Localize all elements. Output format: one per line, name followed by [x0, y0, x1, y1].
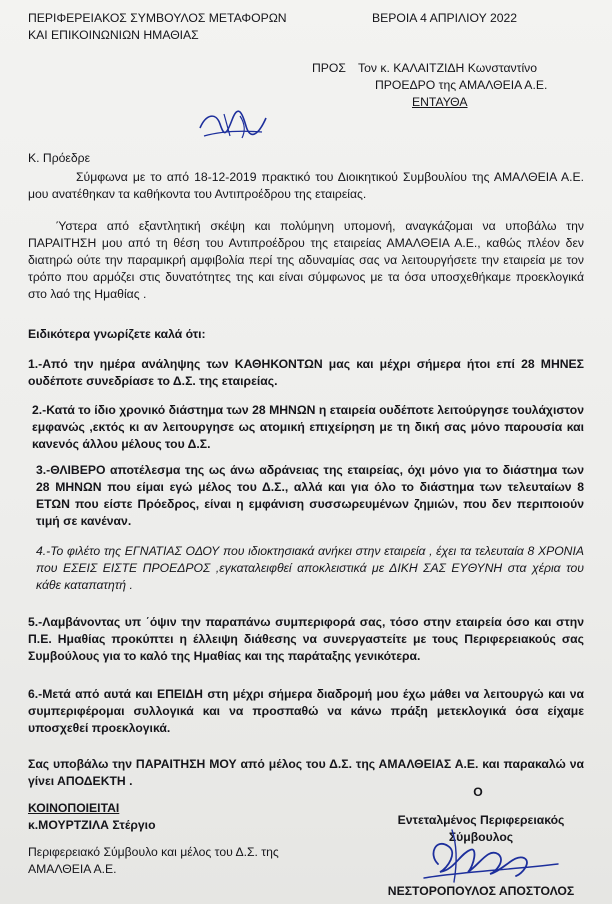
closing-paragraph: Σας υποβάλω την ΠΑΡΑΙΤΗΣΗ ΜΟΥ από μέλος του Δ.Σ. της ΑΜΑΛΘΕΙΑΣ Α.Ε. και παρακαλώ να γίνει ΑΠΟΔΕΚΤΗ .	[28, 757, 584, 788]
signature-role-line2: Σύμβουλος	[448, 830, 514, 844]
place-date: ΒΕΡΟΙΑ 4 ΑΠΡΙΛΙΟΥ 2022	[372, 11, 518, 25]
signatory-name: ΝΕΣΤΟΡΟΠΟΥΛΟΣ ΑΠΟΣΤΟΛΟΣ	[387, 884, 575, 898]
recipient-name: Τον κ. ΚΑΛΑΙΤΖΙΔΗ Κωνσταντίνο	[358, 61, 538, 75]
signature-article: Ο	[473, 785, 483, 799]
sender-org-line1: ΠΕΡΙΦΕΡΕΙΑΚΟΣ ΣΥΜΒΟΥΛΟΣ ΜΕΤΑΦΟΡΩΝ	[28, 11, 287, 25]
point-3: 3.-ΘΛΙΒΕΡΟ αποτέλεσμα της ως άνω αδράνειας της εταιρείας, όχι μόνο για το διάστημα των 28 ΜΗΝΩΝ που είμαι εγώ μέλος του Δ.Σ., αλλά και για όλο το διάστημα των τελευταίων 8 ΕΤΩΝ που είστε Πρόεδρος, είναι η εμφάνιση συσσωρευμένων ζημιών, που δεν περιποιούν τιμή σε κανέναν.	[36, 463, 584, 528]
sender-org-line2: ΚΑΙ ΕΠΙΚΟΙΝΩΝΙΩΝ ΗΜΑΘΙΑΣ	[28, 28, 199, 42]
received-initials-scribble	[196, 106, 272, 146]
resignation-paragraph: Ύστερα από εξαντλητική σκέψη και πολύμηνη υπομονή, αναγκάζομαι να υποβάλω την ΠΑΡΑΙΤΗΣΗ μου από τη θέση του Αντιπροέδρου της εταιρείας ΑΜΑΛΘΕΙΑ Α.Ε., καθώς πλέον δεν διατηρώ ούτε την παραμικρή αμφιβολία περί της αδυναμίας σας να λειτουργήσετε την εταιρεία με τον τρόπο που αρμόζει στις δυνατότητες της και είναι σύμφωνος με τα όσα υποσχεθήκαμε προεκλογικά στο λαό της Ημαθίας .	[28, 219, 584, 301]
salutation: Κ. Πρόεδρε	[28, 151, 90, 165]
cc-role-line1: Περιφερειακό Σύμβουλο και μέλος του Δ.Σ. της	[28, 845, 279, 859]
recipient-title: ΠΡΟΕΔΡΟ της ΑΜΑΛΘΕΙΑ Α.Ε.	[375, 78, 548, 92]
point-2: 2.-Κατά το ίδιο χρονικό διάστημα των 28 ΜΗΝΩΝ η εταιρεία ουδέποτε λειτούργησε τουλάχιστον εμφανώς ,εκτός κι αν λειτουργησε ως ατομική επιχείρηση με τη δική σας μόνο παρουσία και κανενός άλλου μέλους του Δ.Σ.	[32, 403, 584, 451]
recipient-delivery: ΕΝΤΑΥΘΑ	[412, 95, 468, 109]
point-6: 6.-Μετά από αυτά και ΕΠΕΙΔΗ στη μέχρι σήμερα διαδρομή μου έχω μάθει να λειτουργώ και να συμπεριφέρομαι συλλογικά και να προσπαθώ να κάνω πράξη μετεκλογικά όσα είχαμε υποσχεθεί προεκλογικά.	[28, 687, 584, 735]
signature-role-line1: Εντεταλμένος Περιφερειακός	[397, 813, 565, 827]
sender-org	[28, 10, 308, 44]
point-5: 5.-Λαμβάνοντας υπ ΄όψιν την παραπάνω συμπεριφορά σας, τόσο στην εταιρεία όσο και στην Π.Ε. Ημαθίας προκύπτει η έλλειψη διάθεσης να συνεργαστείτε με τους Περιφερειακούς σας Συμβούλους για το καλό της Ημαθίας και της παράταξης γενικότερα.	[28, 615, 584, 663]
recipient-label: ΠΡΟΣ	[312, 61, 346, 75]
point-1: 1.-Από την ημέρα ανάληψης των ΚΑΘΗΚΟΝΤΩΝ μας και μέχρι σήμερα ήτοι επί 28 ΜΗΝΕΣ ουδέποτε συνεδρίασε το Δ.Σ. της εταιρείας.	[28, 357, 584, 388]
lead-in-paragraph: Ειδικότερα γνωρίζετε καλά ότι:	[28, 327, 206, 341]
point-4: 4.-Το φιλέτο της ΕΓΝΑΤΙΑΣ ΟΔΟΥ που ιδιοκτησιακά ανήκει στην εταιρεία , έχει τα τελευταία 8 ΧΡΟΝΙΑ που ΕΣΕΙΣ ΕΙΣΤΕ ΠΡΟΕΔΡΟΣ ,εγκαταλειφθεί αποκλειστικά με ΔΙΚΗ ΣΑΣ ΕΥΘΥΝΗ στα χέρια του κάθε καταπατητή .	[36, 544, 584, 592]
handwritten-signature	[418, 824, 568, 886]
cc-name: κ.ΜΟΥΡΤΖΙΛΑ Στέργιο	[28, 818, 156, 832]
cc-role-line2: ΑΜΑΛΘΕΙΑ Α.Ε.	[28, 862, 117, 876]
intro-paragraph: Σύμφωνα με το από 18-12-2019 πρακτικό του Διοικητικού Συμβουλίου της ΑΜΑΛΘΕΙΑ Α.Ε. μου ανατέθηκαν τα καθήκοντα του Αντιπροέδρου της εταιρείας.	[28, 170, 584, 201]
cc-heading: ΚΟΙΝΟΠΟΙΕΙΤΑΙ	[28, 801, 120, 815]
